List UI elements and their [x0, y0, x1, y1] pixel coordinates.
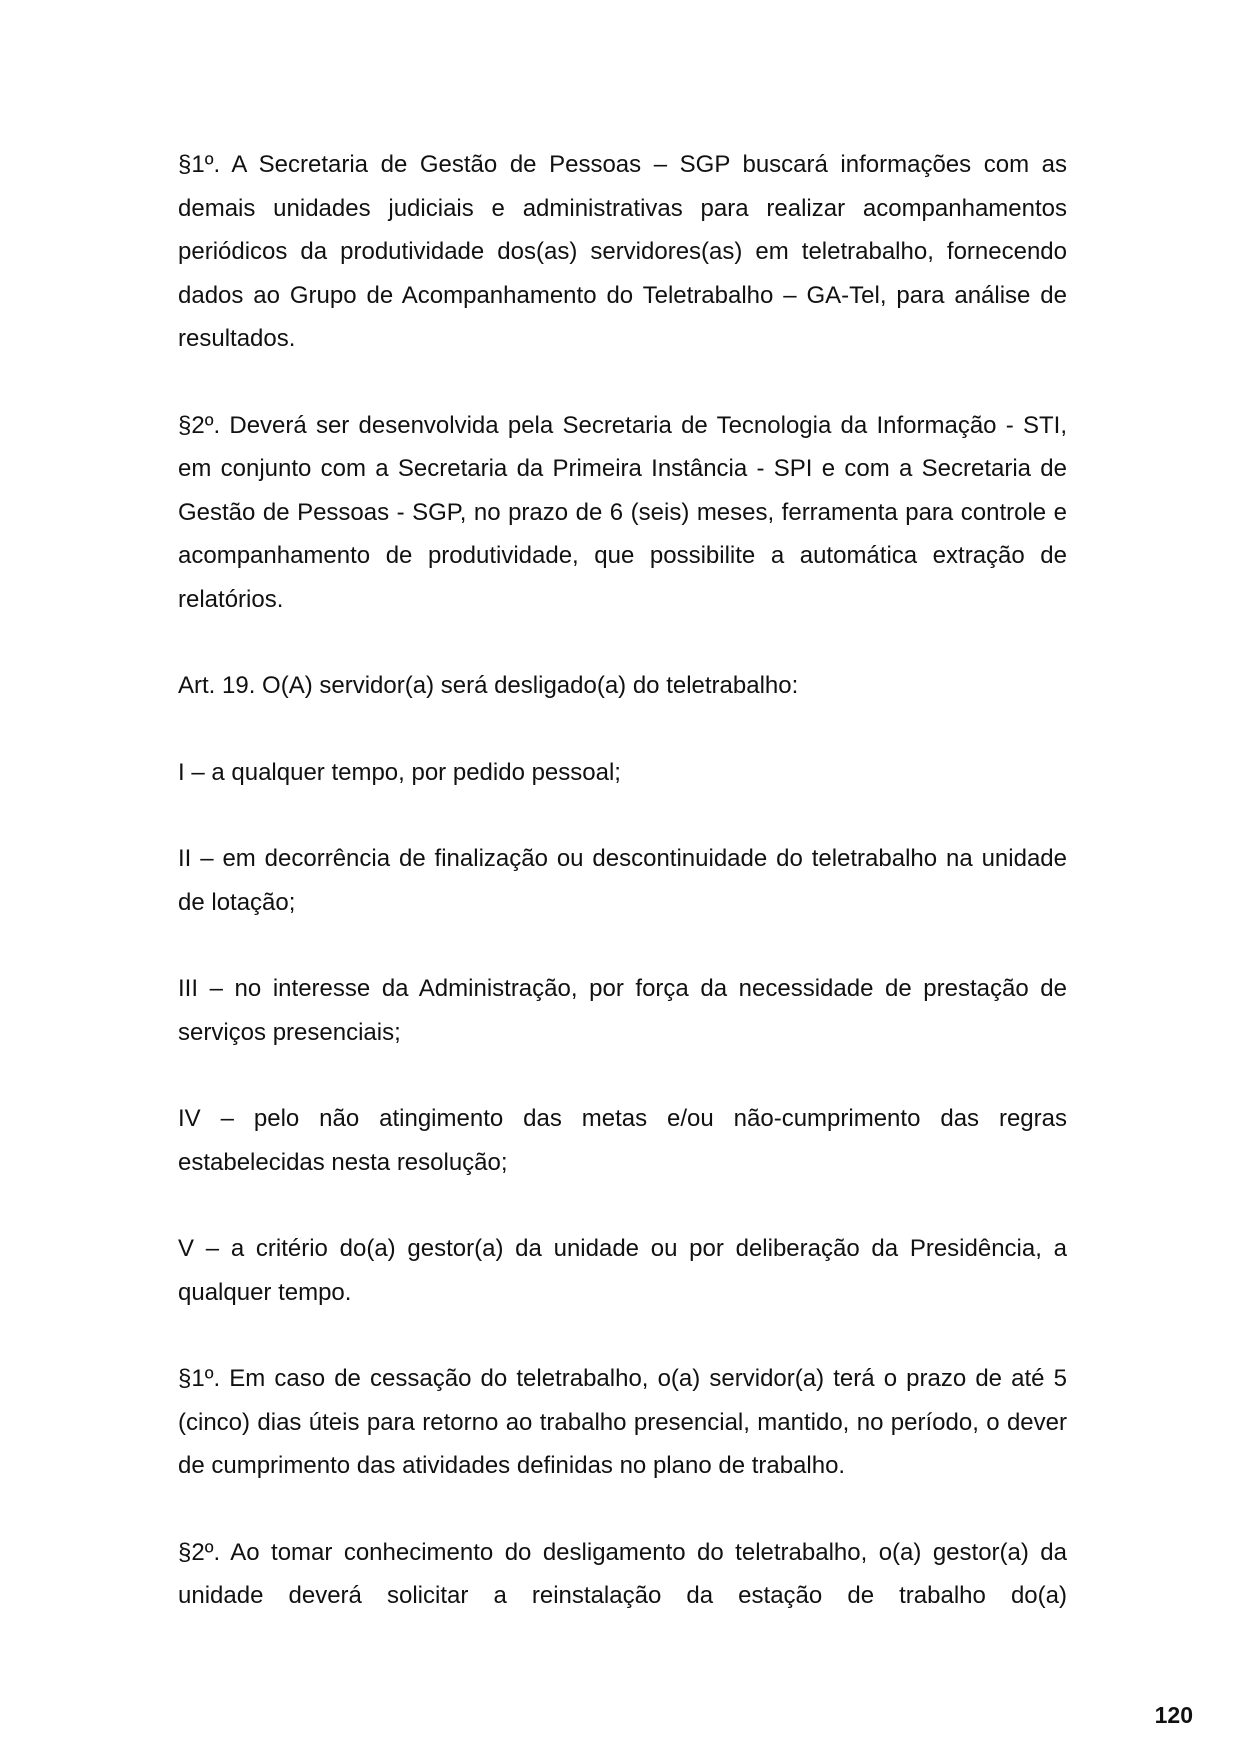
paragraph-workstation: §2º. Ao tomar conhecimento do desligamento do teletrabalho, o(a) gestor(a) da unidade deverá solicitar a reinstalação da estação de trabalho do(a)	[178, 1538, 1067, 1609]
paragraph-art-19: Art. 19. O(A) servidor(a) será desligado(a) do teletrabalho:	[178, 672, 799, 699]
paragraph-item-iv: IV – pelo não atingimento das metas e/ou não-cumprimento das regras estabelecidas nesta resolução;	[178, 1105, 1067, 1176]
paragraph-sgp-monitoring: §1º. A Secretaria de Gestão de Pessoas – SGP buscará informações com as demais unidades judiciais e administrativas para realizar acompanhamentos periódicos da produtividade dos(as) servidores(as) em teletrabalho, fornecendo dados ao Grupo de Acompanhamento do Teletrabalho – GA-Tel, para análise de resultados.	[178, 151, 1067, 352]
document-body	[178, 143, 1067, 1618]
paragraph-item-iii: III – no interesse da Administração, por força da necessidade de prestação de serviços presenciais;	[178, 975, 1067, 1046]
paragraph-item-ii: II – em decorrência de finalização ou descontinuidade do teletrabalho na unidade de lotação;	[178, 845, 1067, 916]
paragraph-cessation: §1º. Em caso de cessação do teletrabalho, o(a) servidor(a) terá o prazo de até 5 (cinco) dias úteis para retorno ao trabalho presencial, mantido, no período, o dever de cumprimento das atividades definidas no plano de trabalho.	[178, 1365, 1067, 1479]
paragraph-item-i: I – a qualquer tempo, por pedido pessoal;	[178, 758, 621, 786]
paragraph-sti-tool: §2º. Deverá ser desenvolvida pela Secretaria de Tecnologia da Informação - STI, em conjunto com a Secretaria da Primeira Instância - SPI e com a Secretaria de Gestão de Pessoas - SGP, no prazo de 6 (seis) meses, ferramenta para controle e acompanhamento de produtividade, que possibilite a automática extração de relatórios.	[178, 411, 1067, 613]
paragraph-item-v: V – a critério do(a) gestor(a) da unidade ou por deliberação da Presidência, a qualquer tempo.	[178, 1235, 1067, 1306]
page-number: 120	[1154, 1702, 1193, 1728]
